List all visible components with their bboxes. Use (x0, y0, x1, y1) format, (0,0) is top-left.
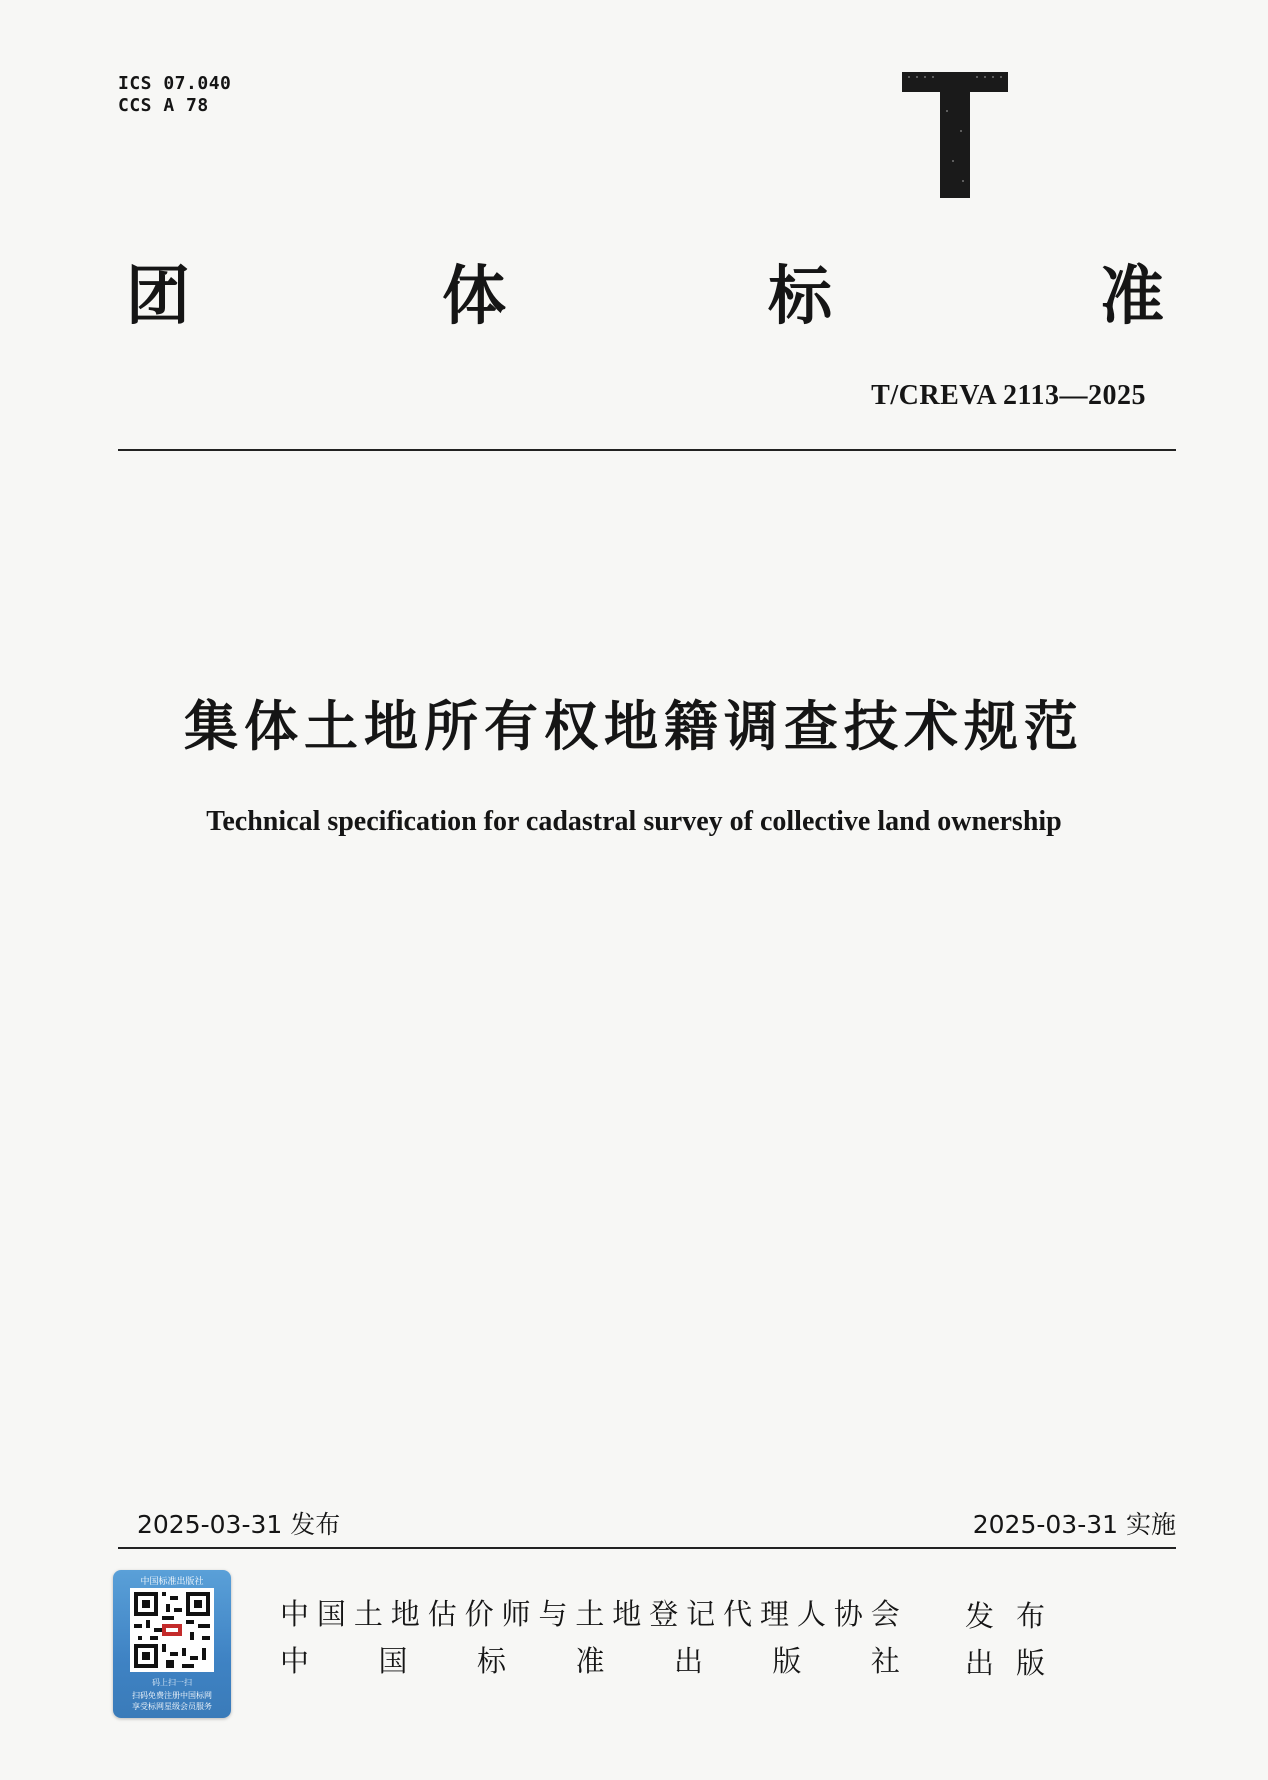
press-role (965, 1646, 1045, 1680)
issuer-char: 与 (538, 1597, 568, 1631)
ccs-code: CCS A 78 (118, 95, 209, 116)
press-role-char: 出 (965, 1646, 995, 1680)
press-char: 出 (673, 1644, 703, 1678)
title-chinese: 集体土地所有权地籍调查技术规范 (184, 695, 1084, 758)
sticker-line-1: 码上扫一扫 (152, 1678, 192, 1687)
sticker-header: 中国标准出版社 (140, 1577, 204, 1587)
issue-date: 2025-03-31 发布 (137, 1510, 341, 1539)
issuer-char: 估 (427, 1597, 457, 1631)
press-char: 国 (378, 1644, 408, 1678)
implementation-date: 2025-03-31 实施 (972, 1510, 1176, 1539)
issuer-char: 中 (280, 1597, 310, 1631)
issuer-role-char: 布 (1015, 1599, 1045, 1633)
issuer-role-char: 发 (965, 1599, 995, 1633)
issuer-char: 登 (649, 1597, 679, 1631)
issuer-char: 土 (575, 1597, 605, 1631)
top-divider (118, 449, 1176, 451)
issuer-char: 国 (316, 1597, 346, 1631)
press-char: 中 (280, 1644, 310, 1678)
qr-code-icon (130, 1588, 214, 1672)
press-char: 准 (575, 1644, 605, 1678)
issuer-char: 记 (686, 1597, 716, 1631)
press-role-char: 版 (1015, 1646, 1045, 1680)
issuer-char: 价 (464, 1597, 494, 1631)
anti-counterfeit-qr-sticker[interactable] (113, 1570, 231, 1718)
issuer-char: 协 (833, 1597, 863, 1631)
issuer-role (965, 1599, 1045, 1633)
publishing-house (280, 1644, 900, 1678)
t-standard-mark (900, 70, 1010, 200)
bottom-divider (118, 1547, 1176, 1549)
sticker-line-3: 享受标网星级会员服务 (132, 1702, 212, 1711)
press-char: 标 (476, 1644, 506, 1678)
press-char: 社 (870, 1644, 900, 1678)
sticker-line-2: 扫码免费注册中国标网 (132, 1691, 212, 1700)
category-char-1: 团 (126, 260, 190, 334)
category-char-3: 标 (768, 260, 832, 334)
press-char: 版 (772, 1644, 802, 1678)
title-english: Technical specification for cadastral survey of collective land ownership (206, 806, 1062, 837)
standard-number: T/CREVA 2113—2025 (871, 380, 1146, 411)
issuer-char: 人 (796, 1597, 826, 1631)
issuer-char: 会 (870, 1597, 900, 1631)
issuing-organization (280, 1597, 900, 1631)
issuer-char: 理 (759, 1597, 789, 1631)
classification-codes (118, 73, 231, 117)
ics-code: ICS 07.040 (118, 73, 232, 94)
category-char-4: 准 (1100, 260, 1164, 334)
category-char-2: 体 (442, 260, 506, 334)
issuer-char: 地 (390, 1597, 420, 1631)
issuer-char: 地 (612, 1597, 642, 1631)
issuer-char: 师 (501, 1597, 531, 1631)
issuer-char: 土 (353, 1597, 383, 1631)
issuer-char: 代 (723, 1597, 753, 1631)
